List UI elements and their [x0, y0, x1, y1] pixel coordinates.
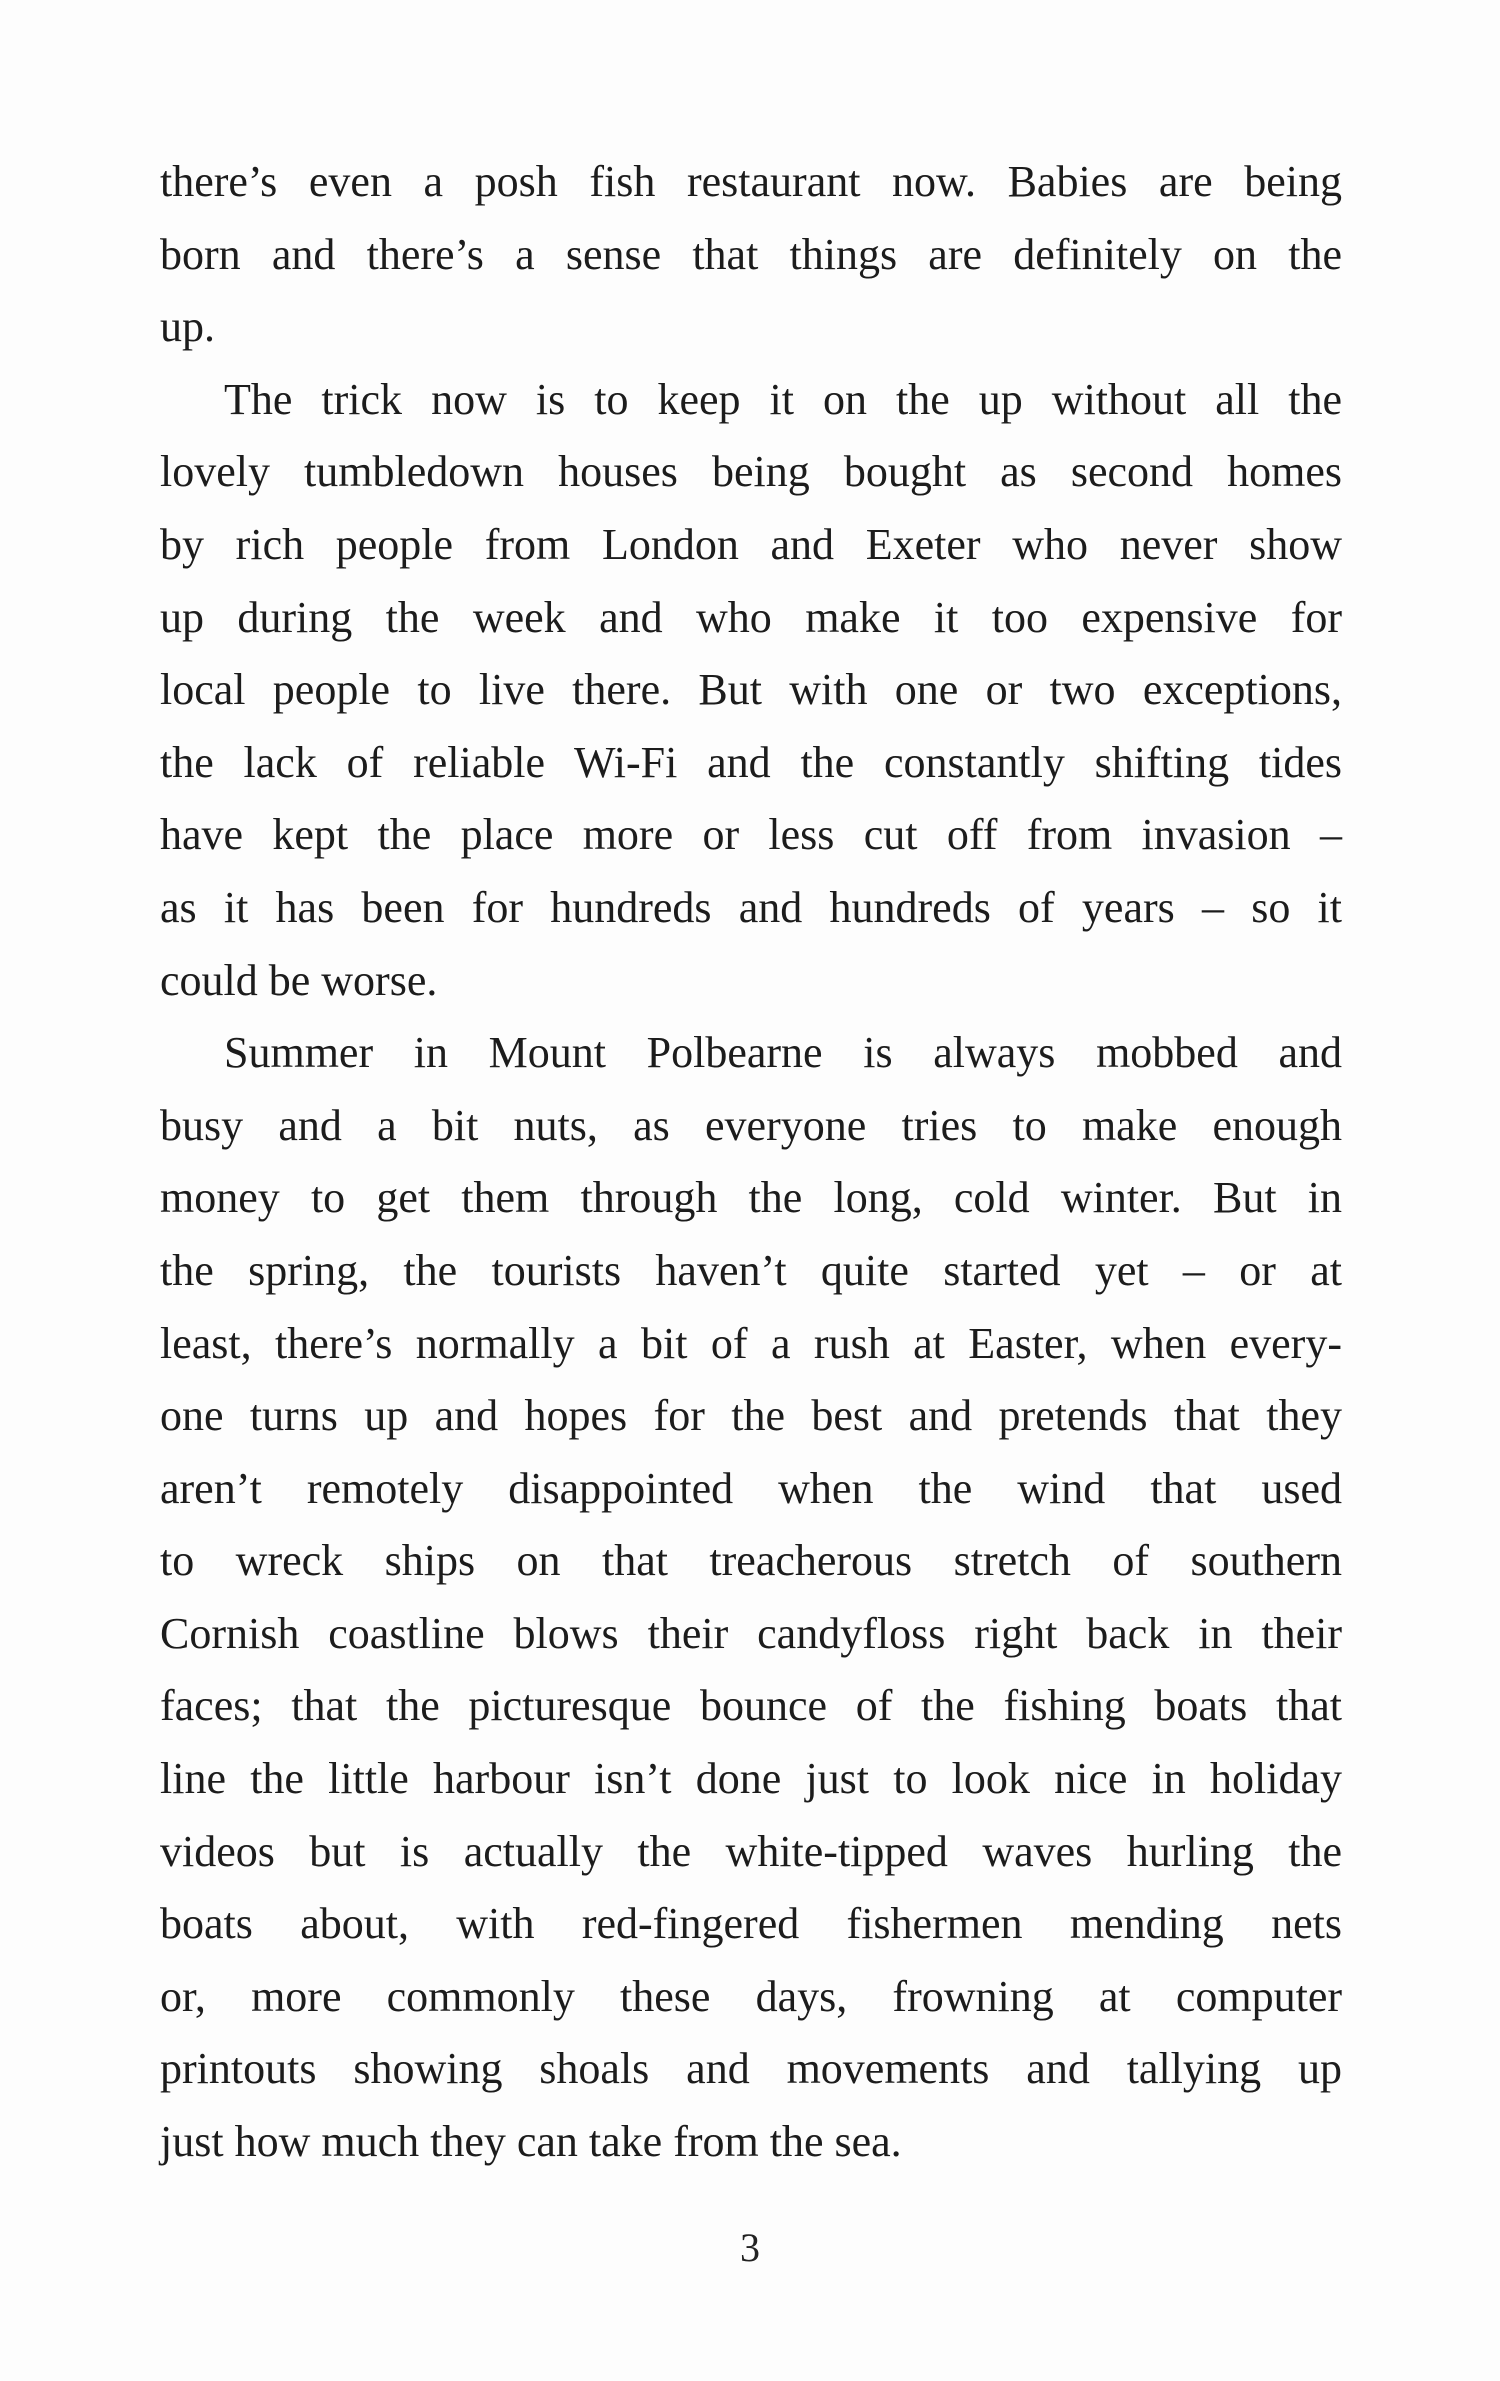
text-line: born and there’s a sense that things are definitely on the — [160, 229, 1342, 279]
text-line: up. — [160, 302, 215, 352]
text-line: as it has been for hundreds and hundreds of years – so it — [160, 882, 1342, 932]
text-line: Summer in Mount Polbearne is always mobbed and — [224, 1028, 1342, 1078]
text-line: or, more commonly these days, frowning at computer — [160, 1971, 1342, 2021]
text-line: The trick now is to keep it on the up without all the — [224, 374, 1342, 424]
text-line: busy and a bit nuts, as everyone tries to make enough — [160, 1100, 1342, 1150]
text-line: lovely tumbledown houses being bought as second homes — [160, 447, 1342, 497]
text-line: to wreck ships on that treacherous stretch of southern — [160, 1536, 1342, 1586]
text-line: could be worse. — [160, 955, 438, 1005]
text-line: the lack of reliable Wi-Fi and the constantly shifting tides — [160, 737, 1342, 787]
text-line: faces; that the picturesque bounce of the fishing boats that — [160, 1681, 1342, 1731]
page-number: 3 — [740, 2225, 760, 2270]
text-line: have kept the place more or less cut off from invasion – — [160, 810, 1342, 860]
text-line: by rich people from London and Exeter who never show — [160, 519, 1342, 569]
text-line: Cornish coastline blows their candyfloss right back in their — [160, 1608, 1342, 1658]
text-line: local people to live there. But with one or two exceptions, — [160, 665, 1342, 715]
text-line: up during the week and who make it too expensive for — [160, 592, 1342, 642]
body-text — [160, 146, 1342, 2179]
text-line: aren’t remotely disappointed when the wind that used — [160, 1463, 1342, 1513]
text-line: the spring, the tourists haven’t quite started yet – or at — [160, 1245, 1342, 1295]
text-line: boats about, with red-fingered fishermen mending nets — [160, 1899, 1342, 1949]
text-line: there’s even a posh fish restaurant now. Babies are being — [160, 157, 1342, 206]
text-line: printouts showing shoals and movements and tallying up — [160, 2044, 1342, 2094]
text-line: least, there’s normally a bit of a rush at Easter, when every- — [160, 1318, 1342, 1368]
text-line: videos but is actually the white-tipped waves hurling the — [160, 1826, 1342, 1876]
text-line: line the little harbour isn’t done just to look nice in holiday — [160, 1754, 1342, 1804]
text-line: money to get them through the long, cold winter. But in — [160, 1173, 1342, 1223]
text-line: just how much they can take from the sea. — [160, 2117, 902, 2167]
text-line: one turns up and hopes for the best and pretends that they — [160, 1391, 1342, 1441]
